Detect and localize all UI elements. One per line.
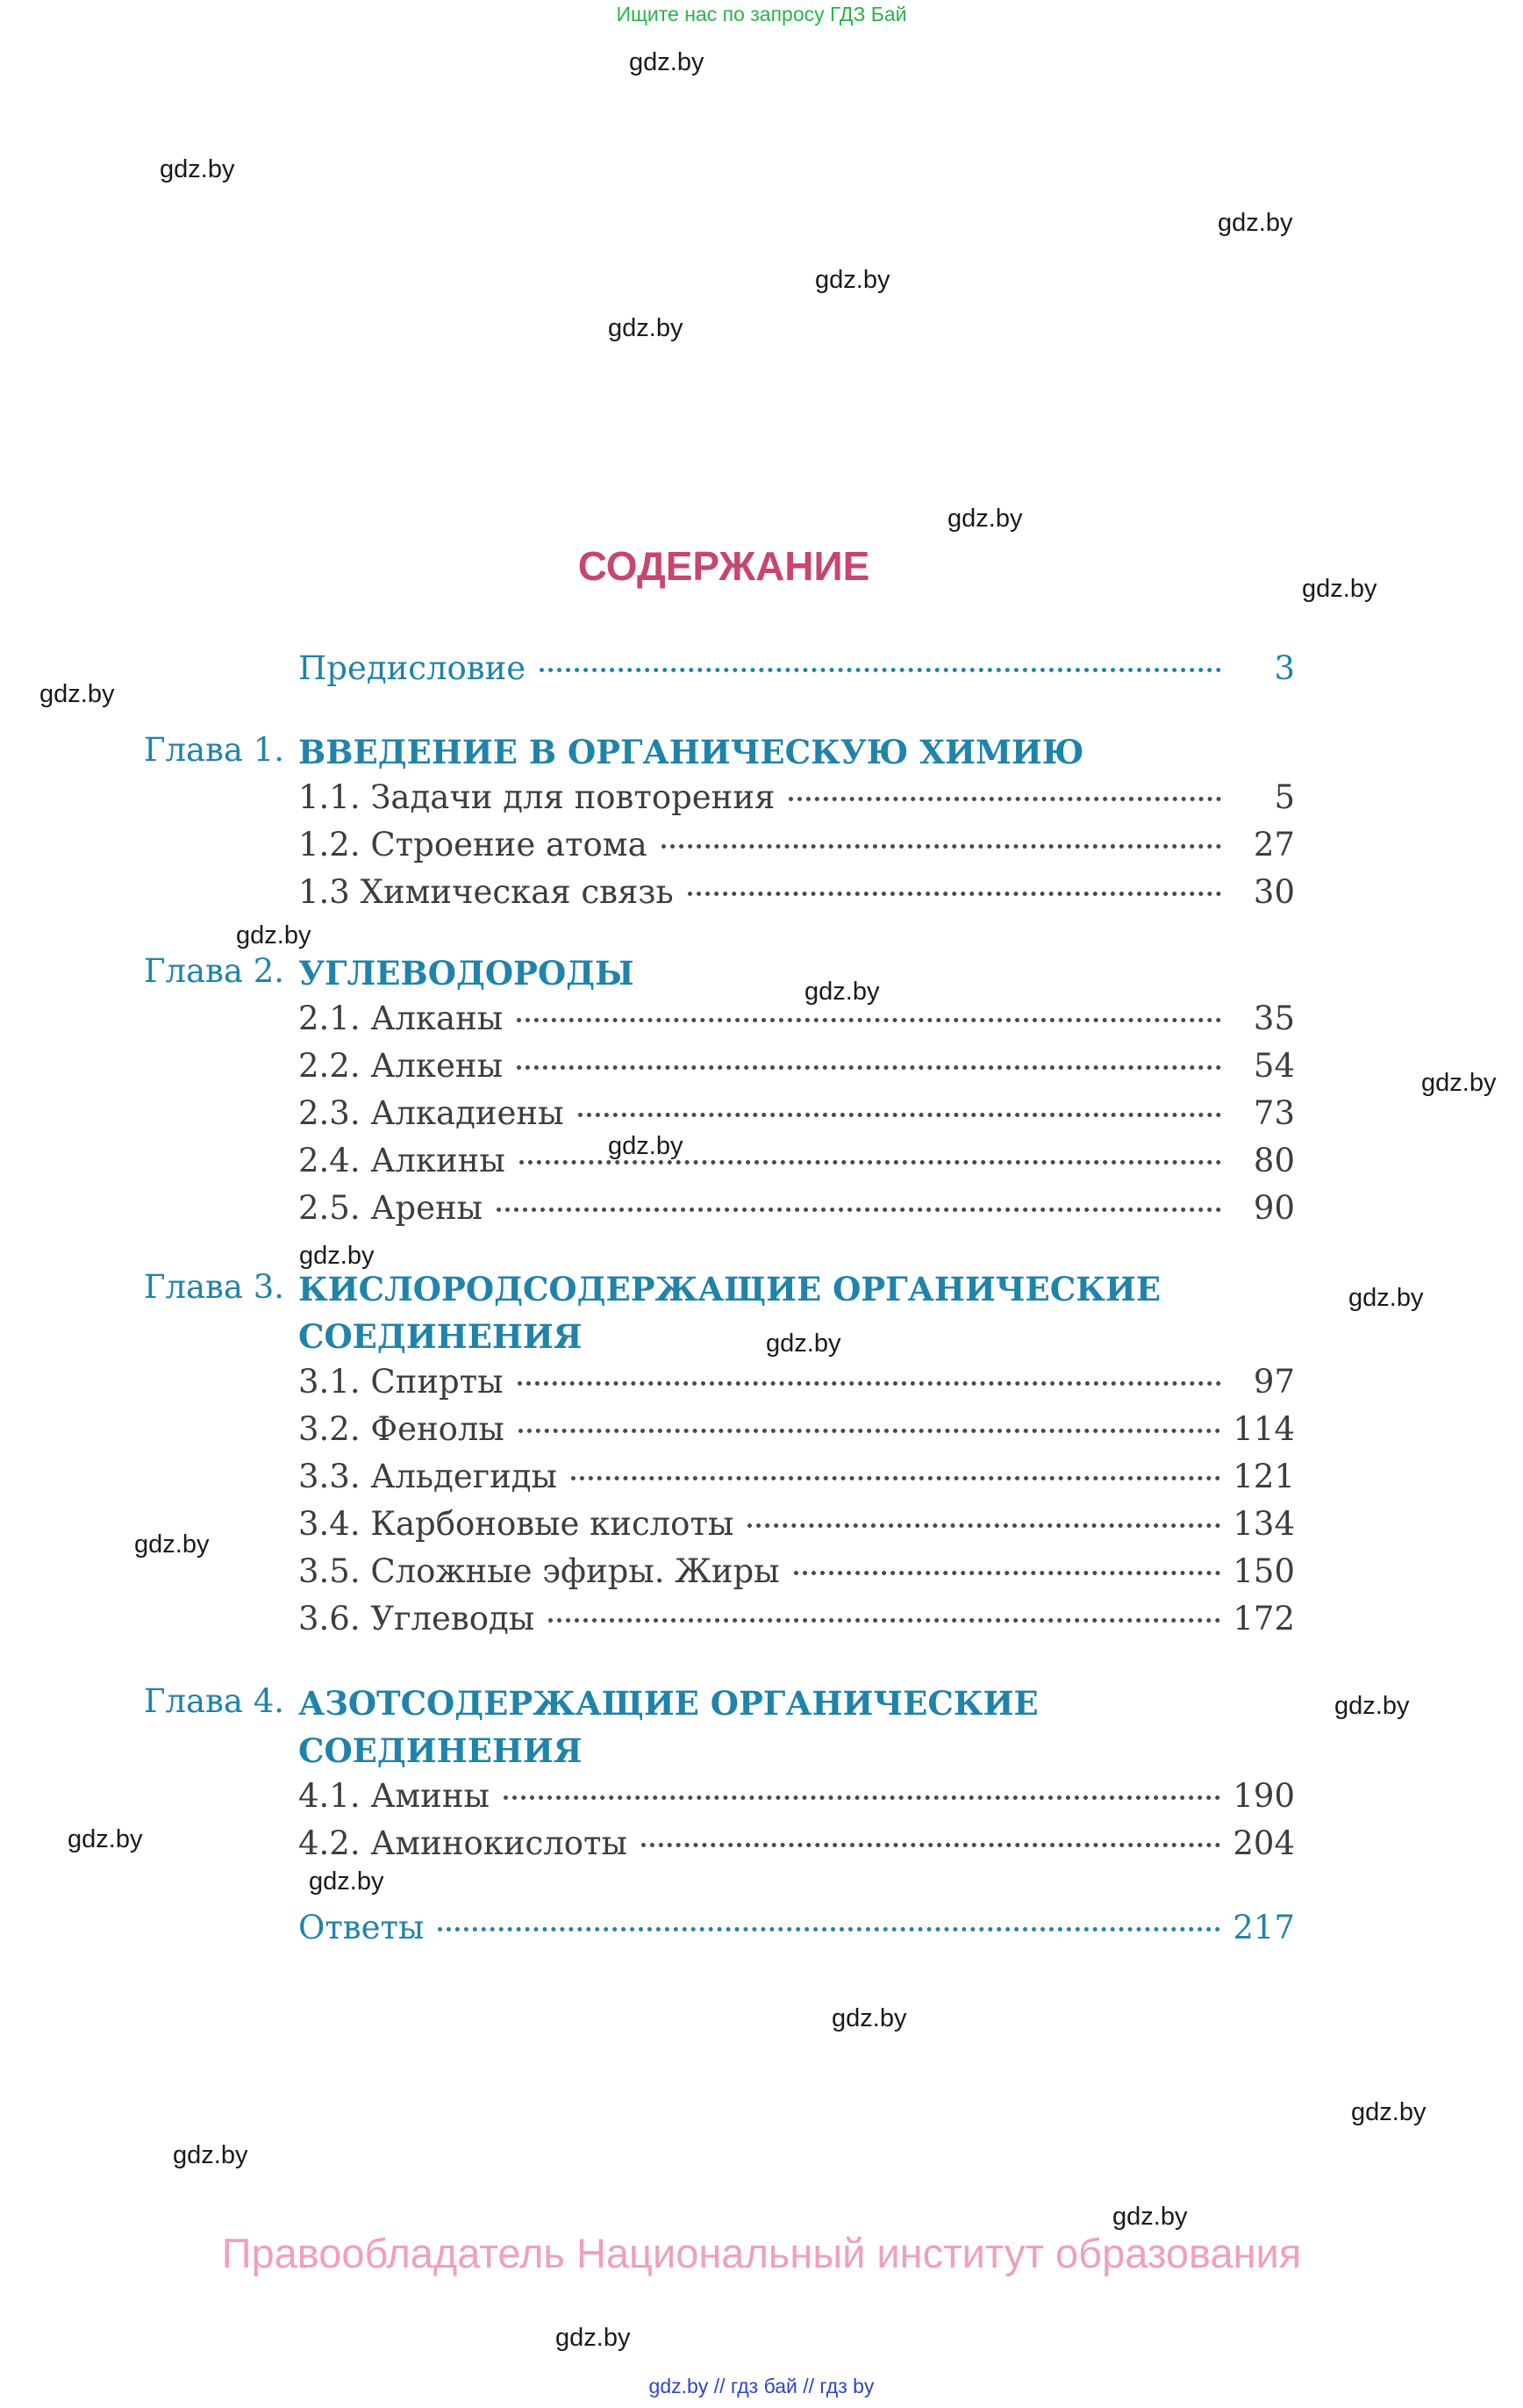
watermark: gdz.by — [804, 978, 880, 1006]
watermark: gdz.by — [236, 921, 311, 950]
toc-entry-page: 217 — [1233, 1909, 1295, 1946]
dot-leader — [518, 1381, 1221, 1386]
toc-entry-label: 3.4. Карбоновые кислоты — [298, 1505, 734, 1543]
watermark: gdz.by — [299, 1242, 375, 1270]
dot-leader — [688, 892, 1221, 896]
watermark: gdz.by — [173, 2141, 248, 2169]
watermark: gdz.by — [1302, 575, 1377, 603]
toc-entry-page: 30 — [1253, 873, 1295, 911]
dot-leader — [540, 668, 1221, 672]
toc-entry[interactable] — [298, 1363, 1295, 1405]
toc-entry[interactable] — [298, 1000, 1295, 1042]
toc-entry[interactable] — [298, 1410, 1295, 1452]
watermark: gdz.by — [68, 1825, 143, 1853]
dot-leader — [571, 1476, 1220, 1480]
toc-entry-label: 3.6. Углеводы — [298, 1600, 535, 1638]
watermark: gdz.by — [1351, 2098, 1426, 2126]
toc-entry[interactable] — [298, 1600, 1295, 1642]
toc-entry-page: 121 — [1233, 1458, 1295, 1495]
toc-entry-page: 27 — [1253, 826, 1295, 864]
watermark: gdz.by — [832, 2004, 907, 2032]
chapter-number: Глава 4. — [144, 1682, 285, 1720]
header-search-link[interactable]: Ищите нас по запросу ГДЗ Бай — [616, 3, 907, 25]
watermark: gdz.by — [815, 266, 890, 294]
toc-entry-page: 150 — [1233, 1552, 1295, 1590]
toc-entry[interactable] — [298, 1505, 1295, 1547]
toc-entry-page: 97 — [1253, 1363, 1295, 1401]
watermark: gdz.by — [608, 1132, 683, 1160]
toc-entry-page: 80 — [1253, 1142, 1295, 1179]
dot-leader — [517, 1018, 1221, 1022]
dot-leader — [504, 1795, 1220, 1800]
dot-leader — [438, 1927, 1220, 1931]
toc-entry[interactable] — [298, 1824, 1295, 1867]
chapter-title: ВВЕДЕНИЕ В ОРГАНИЧЕСКУЮ ХИМИЮ — [298, 733, 1084, 771]
watermark: gdz.by — [309, 1867, 384, 1896]
dot-leader — [517, 1065, 1221, 1070]
toc-entry[interactable] — [298, 1142, 1295, 1184]
toc-entry-label: 1.3 Химическая связь — [298, 873, 674, 911]
watermark: gdz.by — [1218, 209, 1293, 237]
chapter-number: Глава 3. — [144, 1268, 285, 1306]
chapter-title: КИСЛОРОДСОДЕРЖАЩИЕ ОРГАНИЧЕСКИЕ — [298, 1270, 1162, 1308]
toc-entry-page: 3 — [1274, 649, 1295, 687]
watermark: gdz.by — [134, 1530, 210, 1559]
toc-entry[interactable] — [298, 1777, 1295, 1819]
toc-entry-page: 114 — [1233, 1410, 1295, 1448]
watermark: gdz.by — [1112, 2203, 1188, 2231]
dot-leader — [747, 1523, 1220, 1528]
toc-entry-page: 73 — [1253, 1094, 1295, 1132]
copyright-notice: Правообладатель Национальный институт образования — [221, 2230, 1302, 2276]
toc-entry[interactable] — [298, 1552, 1295, 1595]
toc-entry-label: 3.1. Спирты — [298, 1363, 504, 1401]
toc-entry-answers[interactable] — [298, 1909, 1295, 1951]
chapter-title: АЗОТСОДЕРЖАЩИЕ ОРГАНИЧЕСКИЕ — [298, 1684, 1039, 1723]
toc-entry-page: 134 — [1233, 1505, 1295, 1543]
toc-entry-label: Ответы — [298, 1909, 425, 1946]
dot-leader — [519, 1160, 1221, 1165]
dot-leader — [789, 797, 1221, 801]
toc-entry[interactable] — [298, 873, 1295, 915]
dot-leader — [548, 1618, 1220, 1623]
toc-entry-page: 204 — [1233, 1824, 1295, 1862]
toc-entry-label: 2.5. Арены — [298, 1189, 483, 1227]
chapter-title-line-2: СОЕДИНЕНИЯ — [298, 1317, 583, 1356]
toc-entry-label: 2.3. Алкадиены — [298, 1094, 564, 1132]
toc-entry[interactable] — [298, 1458, 1295, 1500]
dot-leader — [518, 1429, 1221, 1433]
chapter-title-line-2: СОЕДИНЕНИЯ — [298, 1731, 583, 1770]
toc-entry[interactable] — [298, 778, 1295, 821]
toc-entry-page: 172 — [1233, 1600, 1295, 1638]
footer-links[interactable]: gdz.by // гдз бай // гдз by — [648, 2375, 875, 2397]
toc-entry-label: 1.2. Строение атома — [298, 826, 647, 864]
toc-entry-label: 2.1. Алканы — [298, 1000, 504, 1037]
toc-entry-label: Предисловие — [298, 649, 526, 687]
toc-entry-label: 4.2. Аминокислоты — [298, 1824, 627, 1862]
watermark: gdz.by — [160, 155, 235, 183]
watermark: gdz.by — [608, 314, 683, 342]
watermark: gdz.by — [766, 1329, 841, 1358]
watermark: gdz.by — [555, 2324, 631, 2352]
toc-entry-page: 190 — [1233, 1777, 1295, 1815]
toc-entry-page: 54 — [1253, 1047, 1295, 1085]
toc-entry-page: 5 — [1274, 778, 1295, 816]
dot-leader — [661, 844, 1221, 849]
chapter-number: Глава 1. — [144, 731, 285, 769]
page-title: СОДЕРЖАНИЕ — [577, 543, 870, 589]
toc-entry-preface[interactable] — [298, 649, 1295, 692]
chapter-number: Глава 2. — [144, 952, 285, 990]
dot-leader — [578, 1113, 1221, 1117]
toc-entry-label: 2.2. Алкены — [298, 1047, 504, 1085]
chapter-title: УГЛЕВОДОРОДЫ — [298, 954, 634, 993]
toc-entry-label: 2.4. Алкины — [298, 1142, 505, 1179]
toc-entry[interactable] — [298, 1094, 1295, 1136]
toc-entry-label: 1.1. Задачи для повторения — [298, 778, 776, 816]
watermark: gdz.by — [39, 680, 115, 708]
dot-leader — [497, 1208, 1221, 1212]
watermark: gdz.by — [947, 505, 1023, 533]
toc-entry-page: 35 — [1253, 1000, 1295, 1037]
toc-entry-label: 3.3. Альдегиды — [298, 1458, 557, 1495]
toc-entry-label: 3.2. Фенолы — [298, 1410, 504, 1448]
dot-leader — [641, 1843, 1220, 1847]
dot-leader — [794, 1571, 1221, 1575]
watermark: gdz.by — [1348, 1284, 1424, 1312]
watermark: gdz.by — [629, 48, 704, 76]
watermark: gdz.by — [1334, 1692, 1410, 1720]
toc-entry-page: 90 — [1253, 1189, 1295, 1227]
toc-entry[interactable] — [298, 1189, 1295, 1231]
toc-entry[interactable] — [298, 826, 1295, 868]
toc-entry-label: 4.1. Амины — [298, 1777, 490, 1815]
toc-entry[interactable] — [298, 1047, 1295, 1089]
watermark: gdz.by — [1421, 1069, 1497, 1097]
toc-entry-label: 3.5. Сложные эфиры. Жиры — [298, 1552, 780, 1590]
